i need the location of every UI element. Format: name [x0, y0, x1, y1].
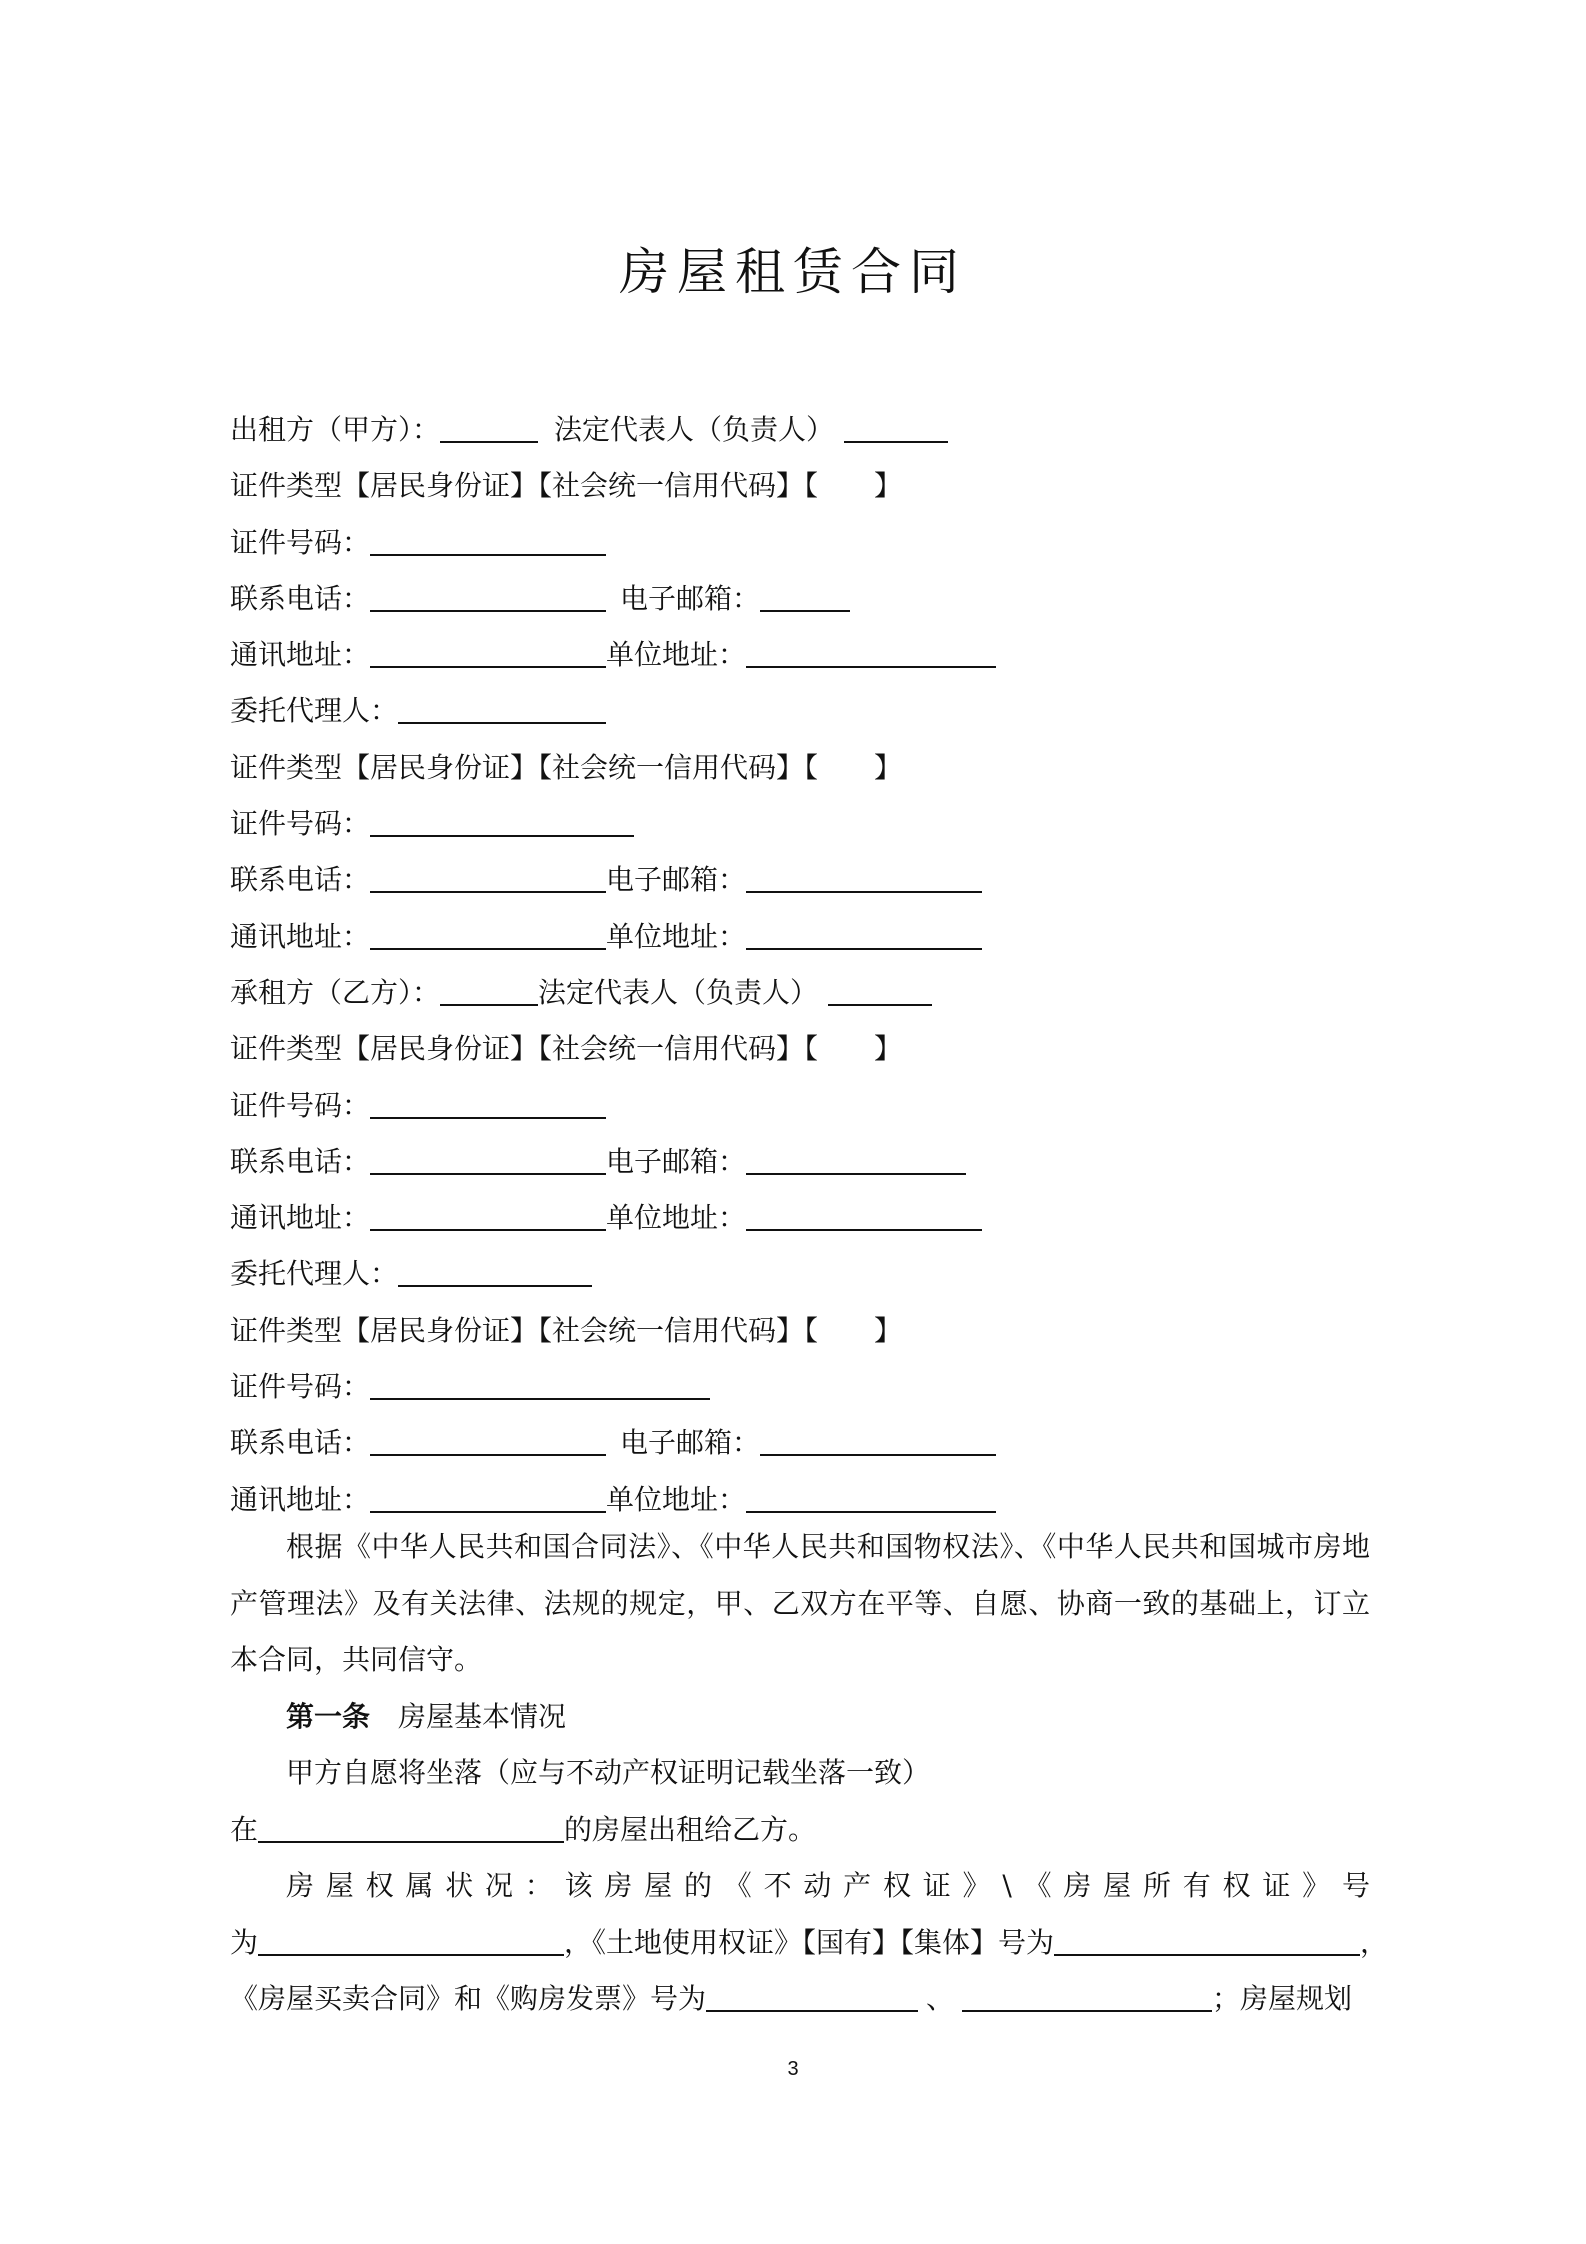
id-no-label: 证件号码：	[230, 1370, 371, 1404]
unit-addr-blank[interactable]	[746, 1481, 996, 1513]
lessee-agent-id-no-row	[230, 1359, 1380, 1415]
page-number: 3	[787, 2058, 799, 2080]
lessor-agent-row	[230, 683, 1380, 739]
email-blank[interactable]	[746, 1143, 966, 1175]
article-1-line-1: 甲方自愿将坐落（应与不动产权证明记载坐落一致）	[286, 1756, 931, 1789]
ownership-char: 属	[405, 1869, 434, 1902]
lessee-address-row	[230, 1190, 1380, 1246]
lessor-label: 出租方（甲方）：	[230, 413, 441, 446]
ownership-line-1	[230, 1858, 1370, 1915]
article-number: 第一条	[286, 1699, 371, 1733]
phone-label: 联系电话：	[230, 1144, 371, 1178]
ownership-char: 权	[365, 1869, 394, 1902]
ownership-char: 屋	[1103, 1869, 1132, 1902]
lessor-agent-id-type-row: 证件类型【居民身份证】【社会统一信用代码】【 】	[230, 750, 903, 784]
enumeration-comma: 、	[926, 1982, 955, 2015]
lessee-id-no-row	[230, 1078, 1380, 1134]
ownership-char: 有	[1182, 1869, 1211, 1902]
phone-blank[interactable]	[370, 861, 606, 893]
unit-addr-label: 单位地址：	[606, 638, 747, 672]
lessor-rep-label: 法定代表人（负责人）	[554, 413, 835, 446]
ownership-char: \	[1002, 1869, 1012, 1902]
ownership-comma: ，	[1360, 1925, 1389, 1959]
email-label: 电子邮箱：	[606, 1144, 747, 1178]
ownership-char: 号	[1341, 1869, 1370, 1902]
mail-addr-blank[interactable]	[370, 918, 606, 950]
unit-addr-label: 单位地址：	[606, 1482, 747, 1516]
agent-blank[interactable]	[398, 692, 606, 724]
lessor-agent-contact-row	[230, 852, 1380, 908]
ownership-char: 《	[1023, 1869, 1052, 1902]
ownership-char: 房	[1063, 1869, 1092, 1902]
ownership-prefix: 为	[230, 1925, 259, 1959]
ownership-char: 动	[803, 1869, 832, 1902]
ownership-char: 证	[1262, 1869, 1291, 1902]
ownership-char: 产	[843, 1869, 872, 1902]
ownership-line-3	[230, 1971, 1370, 2028]
phone-blank[interactable]	[370, 1143, 606, 1175]
ownership-char: 》	[1302, 1869, 1331, 1902]
ownership-char: ：	[524, 1869, 553, 1902]
mail-addr-label: 通讯地址：	[230, 1482, 371, 1516]
ownership-char: 证	[922, 1869, 951, 1902]
location-suffix: 的房屋出租给乙方。	[564, 1812, 817, 1846]
party-info-section	[230, 402, 1380, 1528]
phone-blank[interactable]	[370, 1424, 606, 1456]
unit-addr-blank[interactable]	[746, 1199, 982, 1231]
lessor-id-type-row: 证件类型【居民身份证】【社会统一信用代码】【 】	[230, 469, 903, 503]
id-no-blank[interactable]	[370, 1368, 710, 1400]
ownership-char: 所	[1142, 1869, 1171, 1902]
unit-addr-blank[interactable]	[746, 918, 982, 950]
purchase-contract-label: 《房屋买卖合同》和《购房发票》号为	[230, 1982, 707, 2015]
ownership-char: 房	[286, 1869, 315, 1902]
ownership-char: 状	[445, 1869, 474, 1902]
land-cert-label: ，《土地使用权证》【国有】【集体】号为	[564, 1925, 1055, 1959]
id-no-label: 证件号码：	[230, 525, 371, 559]
id-no-blank[interactable]	[370, 524, 606, 556]
article-1-heading	[230, 1689, 1370, 1746]
email-blank[interactable]	[760, 580, 850, 612]
mail-addr-label: 通讯地址：	[230, 919, 371, 953]
location-prefix: 在	[230, 1812, 259, 1846]
lessor-party-row	[230, 402, 1380, 458]
lessor-id-no-row	[230, 515, 1380, 571]
lessor-rep-blank[interactable]	[844, 411, 948, 443]
mail-addr-blank[interactable]	[370, 636, 606, 668]
mail-addr-blank[interactable]	[370, 1481, 606, 1513]
agent-label: 委托代理人：	[230, 694, 399, 728]
phone-label: 联系电话：	[230, 1426, 371, 1460]
ownership-char: 《	[723, 1869, 752, 1902]
unit-addr-label: 单位地址：	[606, 1201, 747, 1235]
land-cert-blank[interactable]	[1054, 1924, 1360, 1956]
ownership-cert-blank[interactable]	[258, 1924, 564, 1956]
lessee-agent-row	[230, 1246, 1380, 1302]
ownership-char: 权	[882, 1869, 911, 1902]
mail-addr-blank[interactable]	[370, 1199, 606, 1231]
ownership-char: 的	[683, 1869, 712, 1902]
contract-body	[230, 1519, 1389, 2028]
unit-addr-label: 单位地址：	[606, 919, 747, 953]
preamble-paragraph: 根据《中华人民共和国合同法》、《中华人民共和国物权法》、《中华人民共和国城市房地产管理法》及有关法律、法规的规定，甲、乙双方在平等、自愿、协商一致的基础上，订立本合同，共同信守。	[230, 1530, 1370, 1676]
lessee-contact-row	[230, 1134, 1380, 1190]
ownership-char: 不	[763, 1869, 792, 1902]
mail-addr-label: 通讯地址：	[230, 1201, 371, 1235]
article-1-location-line	[230, 1802, 1370, 1859]
invoice-blank[interactable]	[962, 1980, 1212, 2012]
lessee-rep-label: 法定代表人（负责人）	[538, 975, 819, 1009]
email-label: 电子邮箱：	[606, 863, 747, 897]
purchase-contract-blank[interactable]	[706, 1980, 918, 2012]
lessor-address-row	[230, 627, 1380, 683]
agent-label: 委托代理人：	[230, 1257, 399, 1291]
planning-label: ；房屋规划	[1212, 1982, 1353, 2015]
agent-blank[interactable]	[398, 1255, 592, 1287]
ownership-char: 屋	[325, 1869, 354, 1902]
email-blank[interactable]	[760, 1424, 996, 1456]
lessor-contact-row	[230, 571, 1380, 627]
location-blank[interactable]	[258, 1811, 564, 1843]
lessee-agent-id-type-row: 证件类型【居民身份证】【社会统一信用代码】【 】	[230, 1313, 903, 1347]
phone-label: 联系电话：	[230, 863, 371, 897]
id-no-blank[interactable]	[370, 1087, 606, 1119]
lessor-name-blank[interactable]	[440, 411, 538, 443]
phone-blank[interactable]	[370, 580, 606, 612]
lessee-label: 承租方（乙方）：	[230, 975, 441, 1009]
ownership-char: 屋	[644, 1869, 673, 1902]
article-heading: 房屋基本情况	[398, 1699, 567, 1733]
lessee-agent-contact-row	[230, 1415, 1380, 1471]
lessor-agent-address-row	[230, 909, 1380, 965]
lessee-name-blank[interactable]	[440, 974, 538, 1006]
email-label: 电子邮箱：	[620, 581, 761, 615]
id-no-label: 证件号码：	[230, 1088, 371, 1122]
phone-label: 联系电话：	[230, 581, 371, 615]
mail-addr-label: 通讯地址：	[230, 638, 371, 672]
email-label: 电子邮箱：	[620, 1426, 761, 1460]
id-no-label: 证件号码：	[230, 807, 371, 841]
lessee-rep-blank[interactable]	[828, 974, 932, 1006]
lessor-agent-id-no-row	[230, 796, 1380, 852]
ownership-char: 权	[1222, 1869, 1251, 1902]
ownership-char: 房	[604, 1869, 633, 1902]
ownership-char: 该	[564, 1869, 593, 1902]
lessee-party-row	[230, 965, 1380, 1021]
page-title: 房屋租赁合同	[619, 243, 967, 301]
ownership-char: 况	[484, 1869, 513, 1902]
ownership-char: 》	[962, 1869, 991, 1902]
unit-addr-blank[interactable]	[746, 636, 996, 668]
ownership-line-2	[230, 1915, 1389, 1972]
id-no-blank[interactable]	[370, 805, 634, 837]
email-blank[interactable]	[746, 861, 982, 893]
lessee-id-type-row: 证件类型【居民身份证】【社会统一信用代码】【 】	[230, 1032, 903, 1066]
